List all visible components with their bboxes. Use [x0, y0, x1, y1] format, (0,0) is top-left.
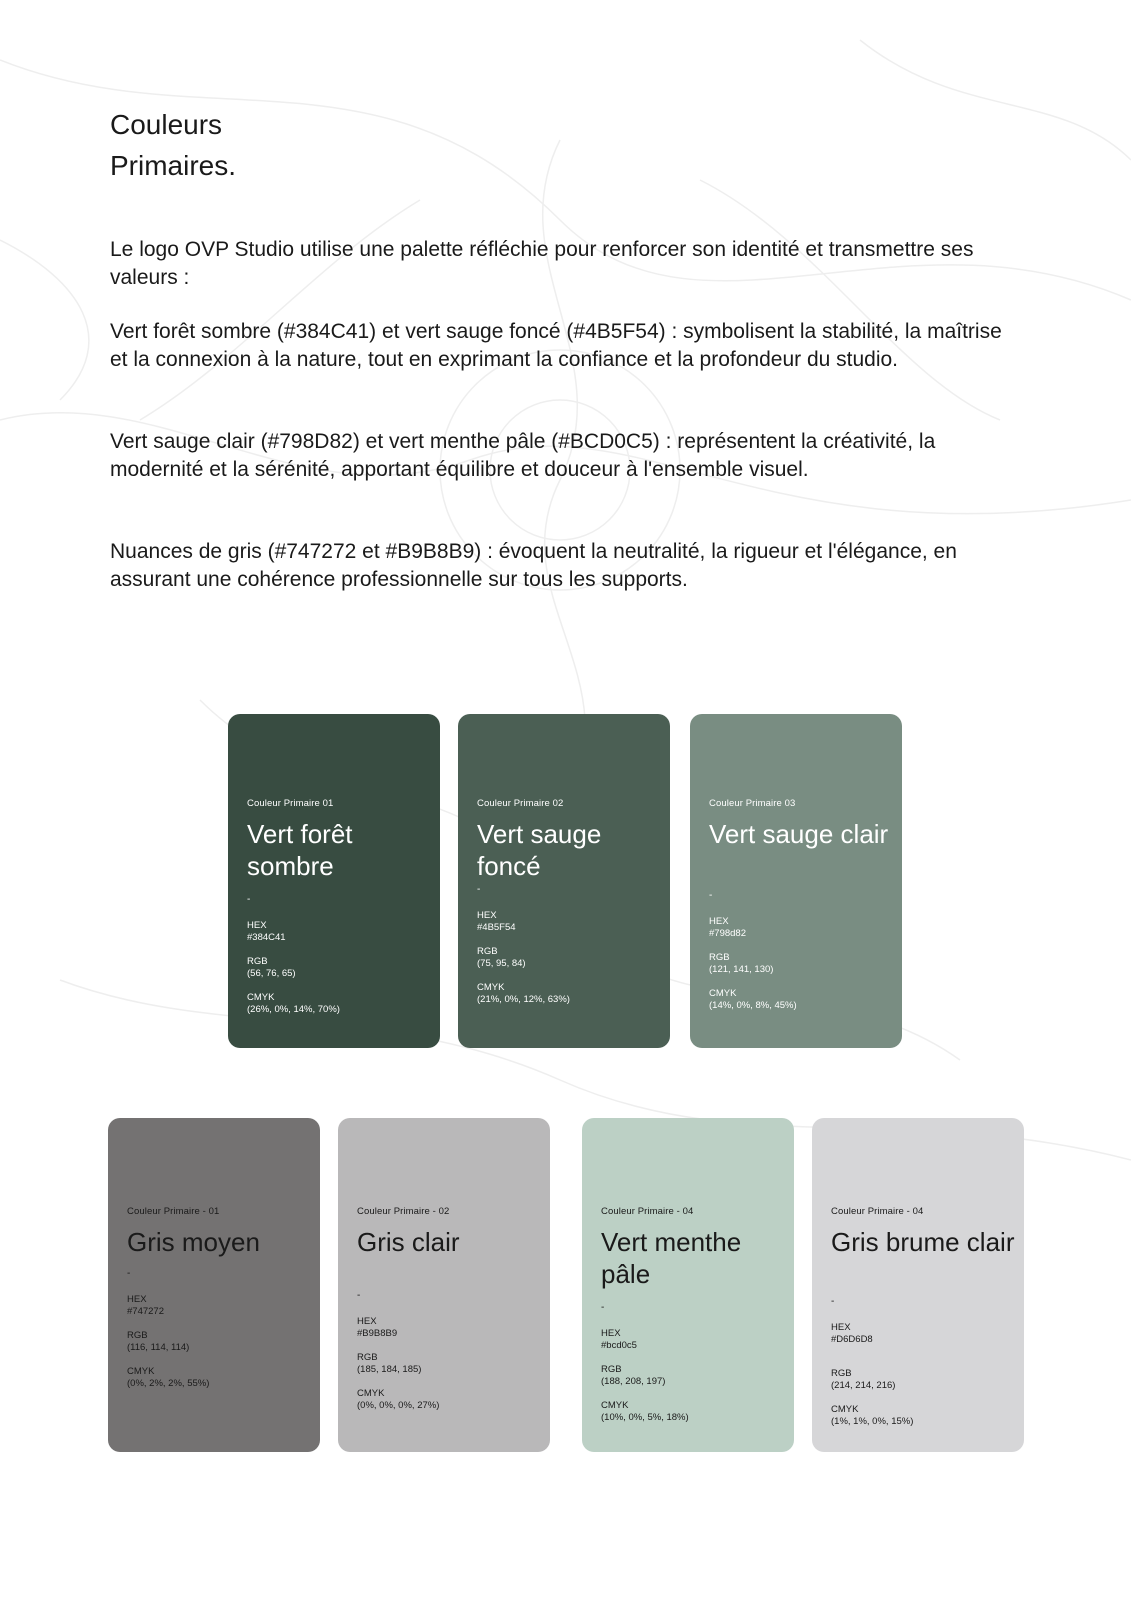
card-dash: - [357, 1290, 361, 1301]
title-line-2: Primaires. [110, 150, 237, 181]
card-cmyk: CMYK (21%, 0%, 12%, 63%) [477, 982, 570, 1005]
card-dash: - [247, 894, 251, 905]
color-card-vert-sauge-clair [690, 714, 902, 1048]
card-caption: Couleur Primaire - 02 [357, 1206, 450, 1217]
card-dash: - [601, 1302, 605, 1313]
card-rgb: RGB (56, 76, 65) [247, 956, 296, 979]
color-card-gris-moyen [108, 1118, 320, 1452]
card-rgb: RGB (214, 214, 216) [831, 1368, 896, 1391]
card-rgb: RGB (188, 208, 197) [601, 1364, 666, 1387]
card-caption: Couleur Primaire - 01 [127, 1206, 220, 1217]
page-title [110, 104, 236, 186]
card-caption: Couleur Primaire - 04 [601, 1206, 694, 1217]
card-hex: HEX #384C41 [247, 920, 286, 943]
intro-paragraph: Le logo OVP Studio utilise une palette réfléchie pour renforcer son identité et transmettre ses valeurs : [110, 238, 974, 289]
title-line-1: Couleurs [110, 109, 223, 140]
card-dash: - [127, 1268, 131, 1279]
card-hex: HEX #bcd0c5 [601, 1328, 637, 1351]
card-rgb: RGB (121, 141, 130) [709, 952, 774, 975]
color-card-gris-brume-clair [812, 1118, 1024, 1452]
card-rgb: RGB (185, 184, 185) [357, 1352, 422, 1375]
card-color-name: Vert menthe pâle [601, 1227, 742, 1289]
color-card-vert-foret-sombre [228, 714, 440, 1048]
card-cmyk: CMYK (10%, 0%, 5%, 18%) [601, 1400, 689, 1423]
paragraph-greys: Nuances de gris (#747272 et #B9B8B9) : évoquent la neutralité, la rigueur et l'élégance, en assurant une cohérence professionnelle sur tous les supports. [110, 540, 957, 591]
card-hex: HEX #747272 [127, 1294, 164, 1317]
card-caption: Couleur Primaire - 04 [831, 1206, 924, 1217]
card-caption: Couleur Primaire 03 [709, 798, 796, 809]
card-cmyk: CMYK (1%, 1%, 0%, 15%) [831, 1404, 914, 1427]
paragraph-dark-greens: Vert forêt sombre (#384C41) et vert sauge foncé (#4B5F54) : symbolisent la stabilité, la maîtrise et la connexion à la nature, tout en exprimant la confiance et la profondeur du studio. [110, 320, 1002, 371]
card-color-name: Gris moyen [127, 1227, 260, 1257]
color-card-vert-sauge-fonce [458, 714, 670, 1048]
card-caption: Couleur Primaire 02 [477, 798, 564, 809]
color-card-gris-clair [338, 1118, 550, 1452]
card-cmyk: CMYK (14%, 0%, 8%, 45%) [709, 988, 797, 1011]
card-color-name: Gris clair [357, 1227, 460, 1257]
card-hex: HEX #D6D6D8 [831, 1322, 873, 1345]
card-color-name: Vert sauge clair [709, 819, 889, 849]
paragraph-light-greens: Vert sauge clair (#798D82) et vert menthe pâle (#BCD0C5) : représentent la créativité, la modernité et la sérénité, apportant équilibre et douceur à l'ensemble visuel. [110, 430, 936, 481]
card-rgb: RGB (116, 114, 114) [127, 1330, 190, 1353]
card-dash: - [831, 1296, 835, 1307]
color-card-vert-menthe-pale [582, 1118, 794, 1452]
card-dash: - [709, 890, 713, 901]
card-hex: HEX #798d82 [709, 916, 746, 939]
card-rgb: RGB (75, 95, 84) [477, 946, 526, 969]
card-caption: Couleur Primaire 01 [247, 798, 334, 809]
card-cmyk: CMYK (0%, 2%, 2%, 55%) [127, 1366, 210, 1389]
card-color-name: Vert sauge foncé [477, 819, 602, 881]
card-cmyk: CMYK (26%, 0%, 14%, 70%) [247, 992, 340, 1015]
card-cmyk: CMYK (0%, 0%, 0%, 27%) [357, 1388, 440, 1411]
card-color-name: Gris brume clair [831, 1227, 1015, 1257]
card-hex: HEX #B9B8B9 [357, 1316, 398, 1339]
card-hex: HEX #4B5F54 [477, 910, 516, 933]
card-color-name: Vert forêt sombre [247, 819, 353, 881]
card-dash: - [477, 884, 481, 895]
